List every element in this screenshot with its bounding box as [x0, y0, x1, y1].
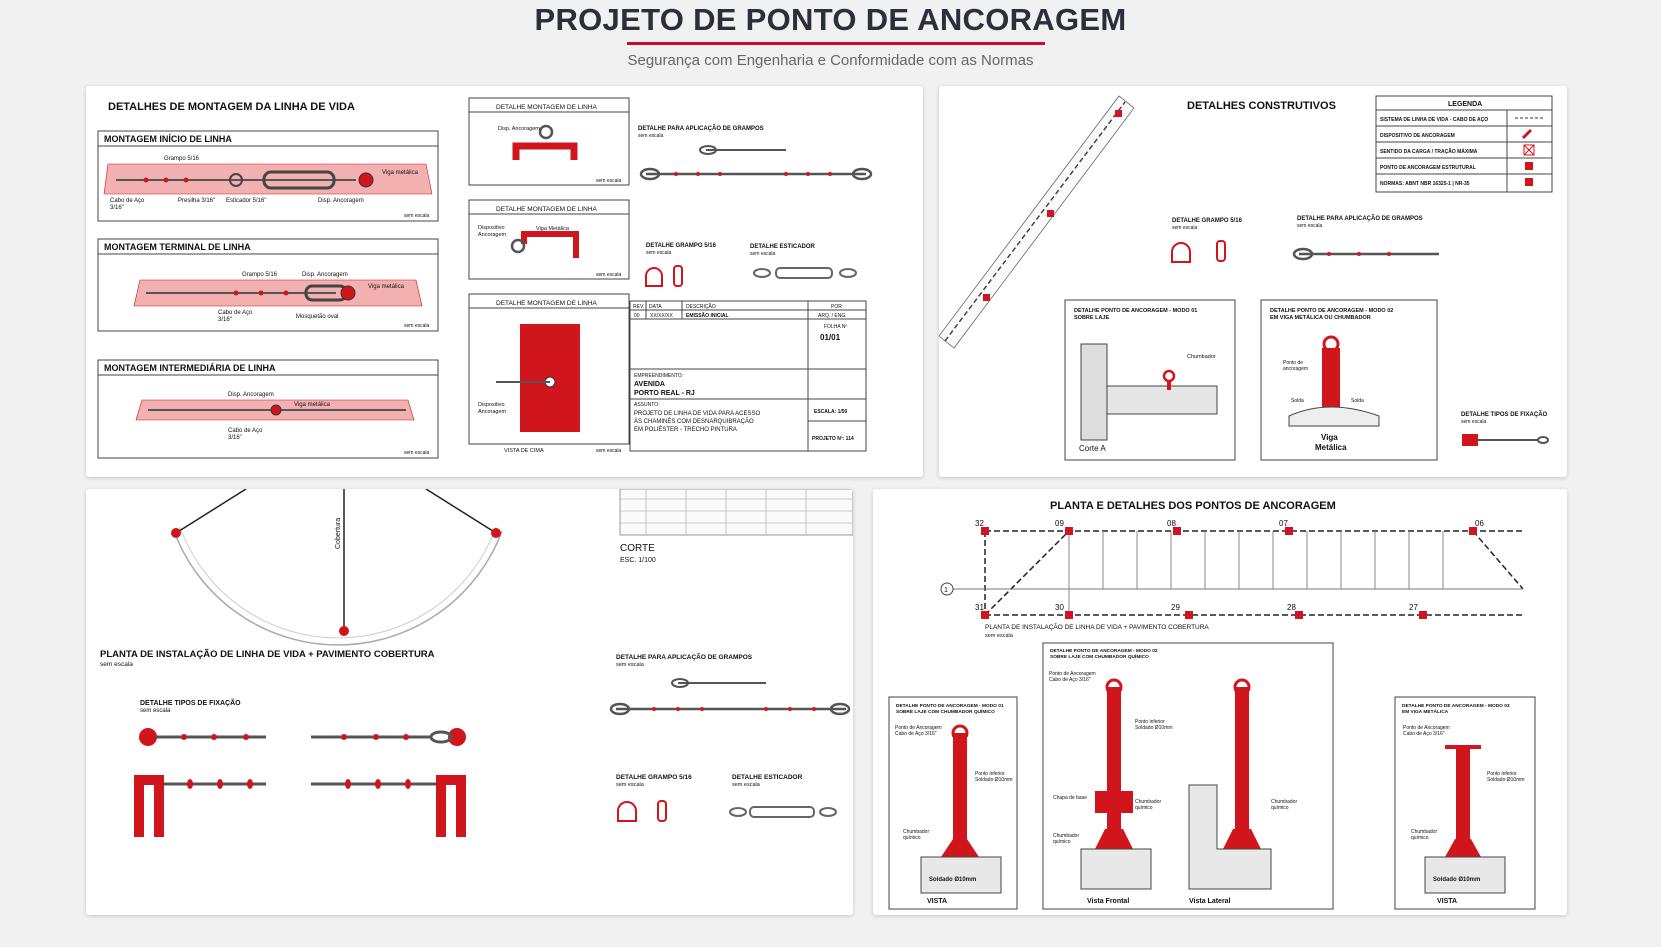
svg-text:DISPOSITIVO DE ANCORAGEM: DISPOSITIVO DE ANCORAGEM	[1380, 133, 1455, 139]
svg-text:Viga metálica: Viga metálica	[382, 170, 418, 176]
corte-hatch	[620, 489, 853, 564]
svg-text:Ponto de Ancoragem: Ponto de Ancoragem	[1049, 671, 1096, 677]
svg-text:EM VIGA METÁLICA OU CHUMBADOR: EM VIGA METÁLICA OU CHUMBADOR	[1270, 315, 1371, 321]
svg-text:MONTAGEM INÍCIO DE LINHA: MONTAGEM INÍCIO DE LINHA	[104, 134, 232, 144]
construtivos-heading: DETALHES CONSTRUTIVOS	[1187, 100, 1336, 112]
svg-text:DETALHE GRAMPO 5/16: DETALHE GRAMPO 5/16	[646, 243, 716, 249]
block-intermediaria-linha	[98, 360, 438, 458]
svg-text:DETALHE ESTICADOR: DETALHE ESTICADOR	[750, 244, 815, 250]
pontos-heading: PLANTA E DETALHES DOS PONTOS DE ANCORAGEM	[1050, 500, 1336, 512]
svg-text:sem escala: sem escala	[1297, 223, 1323, 229]
svg-text:VISTA DE CIMA: VISTA DE CIMA	[504, 448, 544, 454]
svg-text:Ancoragem: Ancoragem	[478, 232, 507, 238]
svg-text:sem escala: sem escala	[732, 782, 760, 788]
svg-text:3/16": 3/16"	[110, 205, 124, 211]
svg-text:Viga: Viga	[1321, 433, 1338, 442]
svg-text:sem escala: sem escala	[638, 133, 664, 139]
svg-text:sem escala: sem escala	[750, 251, 776, 257]
svg-text:PORTO REAL - RJ: PORTO REAL - RJ	[634, 390, 695, 397]
svg-text:DETALHE ESTICADOR: DETALHE ESTICADOR	[732, 774, 803, 781]
svg-text:DETALHE PARA APLICAÇÃO DE GRAM: DETALHE PARA APLICAÇÃO DE GRAMPOS	[1297, 216, 1423, 222]
svg-text:09: 09	[1055, 519, 1064, 528]
svg-text:CORTE: CORTE	[620, 543, 655, 554]
panel-planta-instalacao	[86, 489, 853, 915]
svg-text:Dispositivo: Dispositivo	[478, 402, 505, 408]
svg-text:DESCRIÇÃO: DESCRIÇÃO	[686, 304, 716, 310]
svg-text:07: 07	[1279, 519, 1288, 528]
svg-text:Mosquetão oval: Mosquetão oval	[296, 314, 339, 320]
svg-text:30: 30	[1055, 603, 1064, 612]
svg-text:1: 1	[944, 587, 948, 594]
svg-text:Vista Frontal: Vista Frontal	[1087, 898, 1130, 905]
svg-text:químico: químico	[903, 835, 921, 841]
svg-text:3/16": 3/16"	[218, 317, 232, 323]
svg-text:SOBRE LAJE COM CHUMBADOR QUÍMI: SOBRE LAJE COM CHUMBADOR QUÍMICO	[896, 710, 995, 715]
svg-text:Dispositivo: Dispositivo	[478, 225, 505, 231]
svg-text:AVENIDA: AVENIDA	[634, 381, 665, 388]
svg-text:Grampo 5/16: Grampo 5/16	[242, 272, 278, 278]
svg-text:Cabo de Aço 3/16": Cabo de Aço 3/16"	[895, 731, 937, 737]
svg-text:Soldado Ø10mm: Soldado Ø10mm	[1135, 725, 1173, 731]
svg-text:PONTO DE ANCORAGEM ESTRUTURAL: PONTO DE ANCORAGEM ESTRUTURAL	[1380, 165, 1476, 171]
svg-text:ÀS CHAMINÉS COM DESNARQUIBRAÇÃ: ÀS CHAMINÉS COM DESNARQUIBRAÇÃO	[634, 419, 754, 425]
svg-text:PLANTA DE INSTALAÇÃO DE LINHA: PLANTA DE INSTALAÇÃO DE LINHA DE VIDA + PAVIMENTO COBERTURA	[985, 624, 1209, 631]
svg-text:ARQ. / ENG.: ARQ. / ENG.	[818, 313, 847, 319]
svg-text:3/16": 3/16"	[228, 435, 242, 441]
svg-text:Ponto de: Ponto de	[1283, 360, 1304, 366]
svg-text:DETALHE GRAMPO 5/16: DETALHE GRAMPO 5/16	[1172, 218, 1242, 224]
svg-text:01/01: 01/01	[820, 333, 841, 342]
detalhe-montagem-1	[469, 98, 629, 185]
svg-text:29: 29	[1171, 603, 1180, 612]
p4-modo-02	[1043, 643, 1333, 909]
svg-text:Metálica: Metálica	[1315, 443, 1347, 452]
svg-text:Chumbador: Chumbador	[1053, 833, 1080, 839]
svg-text:Disp. Ancoragem: Disp. Ancoragem	[228, 392, 274, 398]
svg-text:sem escala: sem escala	[596, 448, 622, 454]
grampo-p3	[616, 774, 692, 821]
svg-text:sem escala: sem escala	[596, 272, 622, 278]
detalhe-aplicacao-grampos	[638, 125, 871, 179]
svg-text:DETALHE PONTO DE ANCORAGEM - M: DETALHE PONTO DE ANCORAGEM - MODO 02	[1270, 308, 1394, 314]
page-title: PROJETO DE PONTO DE ANCORAGEM	[534, 2, 1127, 37]
svg-text:sem escala: sem escala	[985, 633, 1013, 639]
detalhe-esticador	[750, 244, 856, 278]
legenda	[1376, 96, 1552, 192]
svg-text:Chumbador: Chumbador	[903, 829, 930, 835]
svg-text:sem escala: sem escala	[596, 178, 622, 184]
svg-text:Viga metálica: Viga metálica	[294, 402, 330, 408]
svg-text:06: 06	[1475, 519, 1484, 528]
page-subtitle: Segurança com Engenharia e Conformidade com as Normas	[627, 52, 1034, 69]
svg-text:sem escala: sem escala	[1172, 225, 1198, 231]
svg-text:DATA: DATA	[649, 304, 662, 310]
svg-text:Chumbador: Chumbador	[1187, 354, 1216, 360]
svg-text:Ponto inferior: Ponto inferior	[975, 771, 1005, 777]
svg-text:sem escala: sem escala	[616, 782, 644, 788]
svg-text:Cabo de Aço: Cabo de Aço	[110, 198, 145, 204]
svg-text:químico: químico	[1135, 805, 1153, 811]
anchor-plan	[941, 519, 1523, 639]
svg-text:Chumbador: Chumbador	[1135, 799, 1162, 805]
svg-text:sem escala: sem escala	[404, 323, 430, 329]
svg-text:Viga Metálica: Viga Metálica	[536, 226, 569, 232]
svg-text:Disp. Ancoragem: Disp. Ancoragem	[302, 272, 348, 278]
svg-text:Corte A: Corte A	[1079, 444, 1106, 453]
svg-text:Esticador 5/16": Esticador 5/16"	[226, 198, 267, 204]
svg-text:Ponto de Ancoragem: Ponto de Ancoragem	[895, 725, 942, 731]
svg-text:Chapa de base: Chapa de base	[1053, 795, 1087, 801]
modo-02-viga	[1261, 300, 1437, 460]
svg-text:DETALHE PONTO DE ANCORAGEM - M: DETALHE PONTO DE ANCORAGEM - MODO 03	[1402, 704, 1510, 709]
svg-text:MONTAGEM INTERMEDIÁRIA DE LINH: MONTAGEM INTERMEDIÁRIA DE LINHA	[104, 363, 276, 373]
svg-text:Cabo de Aço: Cabo de Aço	[218, 310, 253, 316]
svg-text:REV.: REV.	[633, 304, 645, 310]
grampo-detail	[1172, 218, 1243, 262]
svg-text:sem escala: sem escala	[1461, 419, 1487, 425]
svg-text:DETALHE PONTO DE ANCORAGEM - M: DETALHE PONTO DE ANCORAGEM - MODO 02	[1050, 649, 1158, 654]
svg-text:sem escala: sem escala	[616, 662, 644, 668]
svg-text:Ponto de Ancoragem: Ponto de Ancoragem	[1403, 725, 1450, 731]
svg-text:EM VIGA METÁLICA: EM VIGA METÁLICA	[1402, 710, 1449, 715]
svg-text:00: 00	[634, 313, 640, 319]
detalhe-montagem-2	[469, 200, 629, 279]
svg-text:Cabo de Aço: Cabo de Aço	[228, 428, 263, 434]
svg-text:Cabo de Aço 3/16": Cabo de Aço 3/16"	[1049, 677, 1091, 683]
svg-text:XX/XX/XX: XX/XX/XX	[650, 313, 673, 319]
svg-text:sem escala: sem escala	[646, 250, 672, 256]
detalhe-montagem-3	[469, 294, 629, 454]
svg-text:DETALHE MONTAGEM DE LINHA: DETALHE MONTAGEM DE LINHA	[496, 104, 597, 111]
modo-01-laje	[1065, 300, 1235, 460]
svg-text:DETALHE TIPOS DE FIXAÇÃO: DETALHE TIPOS DE FIXAÇÃO	[140, 700, 241, 707]
svg-text:SENTIDO DA CARGA / TRAÇÃO MÁXI: SENTIDO DA CARGA / TRAÇÃO MÁXIMA	[1380, 149, 1478, 155]
panel-detalhes-construtivos	[939, 86, 1567, 477]
svg-text:EM POLIÉSTER - TRECHO PINTURA: EM POLIÉSTER - TRECHO PINTURA	[634, 427, 737, 433]
montagem-heading: DETALHES DE MONTAGEM DA LINHA DE VIDA	[108, 101, 355, 113]
svg-text:químico: químico	[1053, 839, 1071, 845]
svg-text:EMISSÃO INICIAL: EMISSÃO INICIAL	[686, 313, 729, 319]
cobertura-plan	[171, 489, 502, 645]
svg-text:FOLHA Nº: FOLHA Nº	[824, 324, 848, 330]
svg-text:DETALHE PARA APLICAÇÃO DE GRAM: DETALHE PARA APLICAÇÃO DE GRAMPOS	[638, 126, 764, 132]
svg-text:químico: químico	[1271, 805, 1289, 811]
svg-text:VISTA: VISTA	[1437, 898, 1458, 905]
svg-text:NORMAS: ABNT NBR 16325-1 | NR-: NORMAS: ABNT NBR 16325-1 | NR-35	[1380, 181, 1470, 187]
svg-text:Ponto inferior: Ponto inferior	[1487, 771, 1517, 777]
svg-text:Viga metálica: Viga metálica	[368, 284, 404, 290]
svg-text:SOBRE LAJE COM CHUMBADOR QUÍMI: SOBRE LAJE COM CHUMBADOR QUÍMICO	[1050, 655, 1149, 660]
block-inicio-linha	[98, 131, 438, 221]
aplicacao-grampos-p3	[611, 652, 849, 714]
panel-planta-pontos	[873, 489, 1567, 915]
svg-text:ASSUNTO:: ASSUNTO:	[634, 402, 660, 408]
block-terminal-linha	[98, 239, 438, 331]
svg-text:08: 08	[1167, 519, 1176, 528]
svg-text:Soldado Ø10mm: Soldado Ø10mm	[1487, 777, 1525, 783]
svg-text:POR: POR	[831, 304, 842, 310]
tipos-fixacao-large	[134, 698, 466, 837]
svg-text:DETALHE PONTO DE ANCORAGEM - M: DETALHE PONTO DE ANCORAGEM - MODO 01	[896, 704, 1004, 709]
svg-text:VISTA: VISTA	[927, 898, 948, 905]
svg-text:DETALHE TIPOS DE FIXAÇÃO: DETALHE TIPOS DE FIXAÇÃO	[1461, 412, 1548, 418]
svg-text:Chumbador: Chumbador	[1411, 829, 1438, 835]
svg-text:químico: químico	[1411, 835, 1429, 841]
p4-modo-03	[1395, 697, 1535, 909]
svg-text:Disp. Ancoragem: Disp. Ancoragem	[498, 126, 540, 132]
svg-text:27: 27	[1409, 603, 1418, 612]
svg-text:sem escala: sem escala	[140, 708, 171, 714]
svg-text:Solda: Solda	[1351, 398, 1364, 404]
svg-text:SOBRE LAJE: SOBRE LAJE	[1074, 315, 1110, 321]
svg-text:Grampo 5/16: Grampo 5/16	[164, 156, 200, 162]
svg-text:Vista Lateral: Vista Lateral	[1189, 898, 1231, 905]
svg-text:32: 32	[975, 519, 984, 528]
svg-text:Solda: Solda	[1291, 398, 1304, 404]
esticador-p3	[730, 774, 836, 817]
svg-text:DETALHE PONTO DE ANCORAGEM - M: DETALHE PONTO DE ANCORAGEM - MODO 01	[1074, 308, 1198, 314]
svg-text:SISTEMA DE LINHA DE VIDA - CAB: SISTEMA DE LINHA DE VIDA - CABO DE AÇO	[1380, 117, 1489, 123]
svg-text:Cobertura: Cobertura	[335, 517, 342, 549]
svg-text:28: 28	[1287, 603, 1296, 612]
svg-text:DETALHE MONTAGEM DE LINHA: DETALHE MONTAGEM DE LINHA	[496, 300, 597, 307]
tipos-fixacao	[1461, 411, 1548, 446]
title-underline	[627, 42, 1045, 45]
svg-text:Chumbador: Chumbador	[1271, 799, 1298, 805]
title-block	[630, 301, 866, 451]
svg-text:DETALHE PARA APLICAÇÃO DE GRAM: DETALHE PARA APLICAÇÃO DE GRAMPOS	[616, 654, 753, 661]
svg-text:31: 31	[975, 603, 984, 612]
svg-text:ESC. 1/100: ESC. 1/100	[620, 557, 656, 564]
svg-text:Soldado Ø10mm: Soldado Ø10mm	[975, 777, 1013, 783]
detalhe-grampo-516	[646, 243, 717, 286]
svg-text:PROJETO DE LINHA DE VIDA PARA: PROJETO DE LINHA DE VIDA PARA ACESSO	[634, 411, 761, 417]
planta-heading: PLANTA DE INSTALAÇÃO DE LINHA DE VIDA + PAVIMENTO COBERTURA	[100, 649, 435, 660]
svg-text:EMPREENDIMENTO:: EMPREENDIMENTO:	[634, 373, 684, 379]
svg-text:MONTAGEM TERMINAL DE LINHA: MONTAGEM TERMINAL DE LINHA	[104, 242, 251, 252]
p4-modo-01	[889, 697, 1017, 909]
svg-text:Soldado Ø10mm: Soldado Ø10mm	[929, 877, 977, 883]
svg-text:Ponto inferior: Ponto inferior	[1135, 719, 1165, 725]
svg-text:sem escala: sem escala	[404, 450, 430, 456]
svg-text:DETALHE GRAMPO 5/16: DETALHE GRAMPO 5/16	[616, 774, 692, 781]
svg-text:LEGENDA: LEGENDA	[1448, 101, 1483, 108]
svg-text:sem escala: sem escala	[100, 661, 133, 668]
svg-text:sem escala: sem escala	[404, 213, 430, 219]
svg-text:Presilha 3/16": Presilha 3/16"	[178, 198, 216, 204]
svg-text:PROJETO Nº: 114: PROJETO Nº: 114	[812, 436, 854, 442]
svg-text:Soldado Ø10mm: Soldado Ø10mm	[1433, 877, 1481, 883]
panel-montagem	[86, 86, 923, 477]
aplicacao-grampos	[1294, 215, 1439, 259]
svg-text:DETALHE MONTAGEM DE LINHA: DETALHE MONTAGEM DE LINHA	[496, 206, 597, 213]
svg-text:ancoragem: ancoragem	[1283, 366, 1309, 372]
svg-text:ESCALA: 1/50: ESCALA: 1/50	[814, 409, 848, 415]
svg-text:Cabo de Aço 3/16": Cabo de Aço 3/16"	[1403, 731, 1445, 737]
svg-text:Disp. Ancoragem: Disp. Ancoragem	[318, 198, 364, 204]
svg-text:Ancoragem: Ancoragem	[478, 409, 507, 415]
